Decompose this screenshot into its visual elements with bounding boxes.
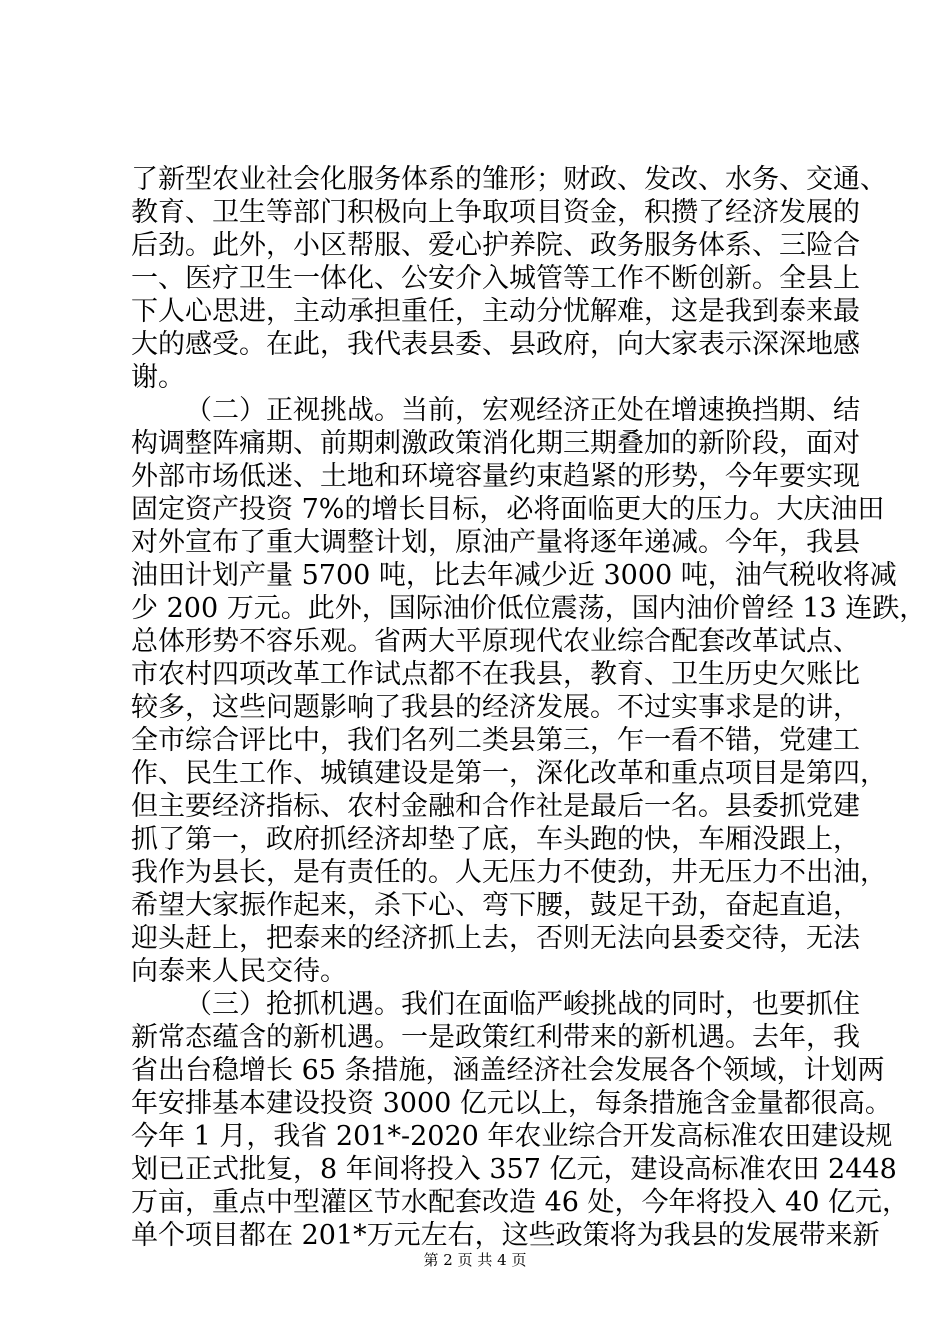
text-line: 下人心思进，主动承担重任，主动分忧解难，这是我到泰来最 <box>131 296 860 327</box>
text-line: 总体形势不容乐观。省两大平原现代农业综合配套改革试点、 <box>131 626 860 657</box>
text-line: 了新型农业社会化服务体系的雏形；财政、发改、水务、交通、 <box>131 164 887 195</box>
text-line: 今年 1 月，我省 201*-2020 年农业综合开发高标准农田建设规 <box>131 1121 893 1152</box>
text-line: 油田计划产量 5700 吨，比去年减少近 3000 吨，油气税收将减 <box>131 560 897 591</box>
text-line: 希望大家振作起来，杀下心、弯下腰，鼓足干劲，奋起直追， <box>131 890 860 921</box>
text-line: 外部市场低迷、土地和环境容量约束趋紧的形势，今年要实现 <box>131 461 860 492</box>
text-line: 较多，这些问题影响了我县的经济发展。不过实事求是的讲， <box>131 692 860 723</box>
text-line: 年安排基本建设投资 3000 亿元以上，每条措施含金量都很高。 <box>131 1088 892 1119</box>
text-line: （二）正视挑战。当前，宏观经济正处在增速换挡期、结 <box>185 395 860 426</box>
text-line: 教育、卫生等部门积极向上争取项目资金，积攒了经济发展的 <box>131 197 860 228</box>
text-line: 一、医疗卫生一体化、公安介入城管等工作不断创新。全县上 <box>131 263 860 294</box>
text-line: 迎头赶上，把泰来的经济抓上去，否则无法向县委交待，无法 <box>131 923 860 954</box>
text-line: 向泰来人民交待。 <box>131 956 347 987</box>
text-line: 对外宣布了重大调整计划，原油产量将逐年递减。今年，我县 <box>131 527 860 558</box>
text-line: 构调整阵痛期、前期刺激政策消化期三期叠加的新阶段，面对 <box>131 428 860 459</box>
text-line: 划已正式批复，8 年间将投入 357 亿元，建设高标准农田 2448 <box>131 1154 897 1185</box>
text-line: （三）抢抓机遇。我们在面临严峻挑战的同时，也要抓住 <box>185 989 860 1020</box>
text-line: 后劲。此外，小区帮服、爱心护养院、政务服务体系、三险合 <box>131 230 860 261</box>
text-line: 我作为县长，是有责任的。人无压力不使劲，井无压力不出油， <box>131 857 887 888</box>
text-line: 作、民生工作、城镇建设是第一，深化改革和重点项目是第四， <box>131 758 887 789</box>
text-line: 但主要经济指标、农村金融和合作社是最后一名。县委抓党建 <box>131 791 860 822</box>
text-line: 全市综合评比中，我们名列二类县第三，乍一看不错，党建工 <box>131 725 860 756</box>
text-line: 新常态蕴含的新机遇。一是政策红利带来的新机遇。去年，我 <box>131 1022 860 1053</box>
text-line: 抓了第一，政府抓经济却垫了底，车头跑的快，车厢没跟上， <box>131 824 860 855</box>
text-line: 大的感受。在此，我代表县委、县政府，向大家表示深深地感 <box>131 329 860 360</box>
text-line: 少 200 万元。此外，国际油价低位震荡，国内油价曾经 13 连跌， <box>131 593 927 624</box>
text-line: 万亩，重点中型灌区节水配套改造 46 处，今年将投入 40 亿元， <box>131 1187 910 1218</box>
body-text <box>131 163 927 1252</box>
page-footer: 第 2 页 共 4 页 <box>423 1251 527 1269</box>
text-line: 市农村四项改革工作试点都不在我县，教育、卫生历史欠账比 <box>131 659 860 690</box>
text-line: 固定资产投资 7%的增长目标，必将面临更大的压力。大庆油田 <box>131 494 885 525</box>
text-line: 省出台稳增长 65 条措施，涵盖经济社会发展各个领域，计划两 <box>131 1055 885 1086</box>
text-line: 谢。 <box>131 362 185 393</box>
text-line: 单个项目都在 201*万元左右，这些政策将为我县的发展带来新 <box>131 1220 880 1251</box>
